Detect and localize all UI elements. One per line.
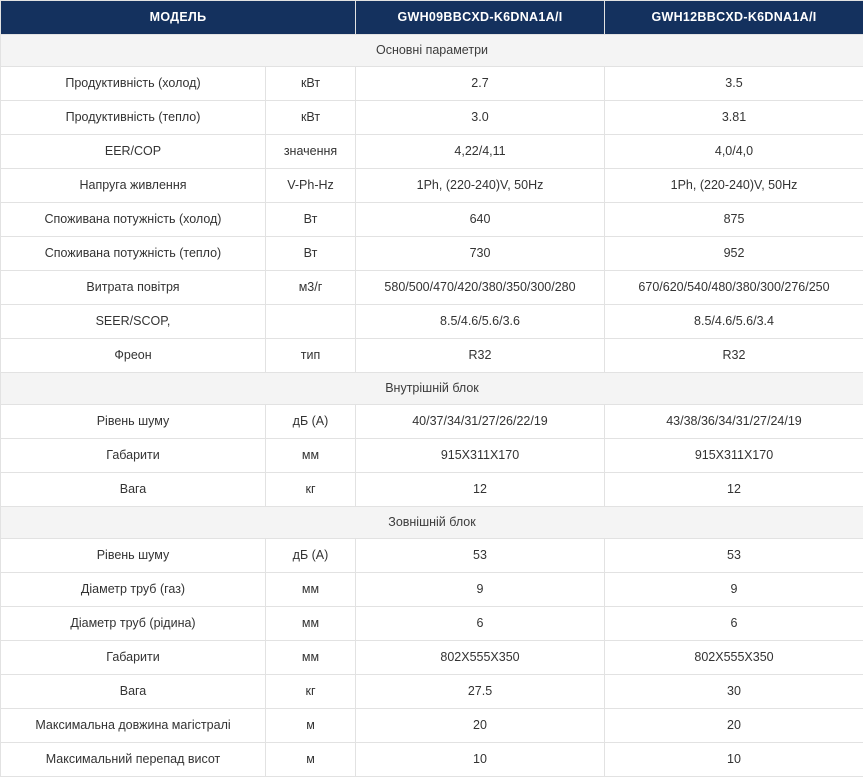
table-row: [1, 709, 863, 743]
row-unit: кг: [266, 473, 356, 507]
row-value-model-2: 30: [605, 675, 863, 709]
row-value-model-1: R32: [356, 339, 605, 373]
row-parameter-name: Продуктивність (тепло): [1, 101, 266, 135]
table-row: [1, 135, 863, 169]
row-unit: Вт: [266, 203, 356, 237]
row-unit: значення: [266, 135, 356, 169]
row-parameter-name: Фреон: [1, 339, 266, 373]
section-label: Внутрішній блок: [1, 373, 863, 405]
row-unit: дБ (А): [266, 539, 356, 573]
row-parameter-name: Вага: [1, 675, 266, 709]
column-header-model-2: GWH12BBCXD-K6DNA1A/I: [605, 1, 863, 35]
table-row: [1, 203, 863, 237]
row-parameter-name: Напруга живлення: [1, 169, 266, 203]
row-value-model-2: 1Ph, (220-240)V, 50Hz: [605, 169, 863, 203]
table-section-row: [1, 507, 863, 539]
row-value-model-2: 3.5: [605, 67, 863, 101]
row-value-model-1: 580/500/470/420/380/350/300/280: [356, 271, 605, 305]
row-unit: V-Ph-Hz: [266, 169, 356, 203]
row-value-model-2: 875: [605, 203, 863, 237]
row-value-model-1: 640: [356, 203, 605, 237]
row-parameter-name: Діаметр труб (рідина): [1, 607, 266, 641]
row-value-model-1: 8.5/4.6/5.6/3.6: [356, 305, 605, 339]
row-value-model-1: 4,22/4,11: [356, 135, 605, 169]
table-row: [1, 339, 863, 373]
row-value-model-2: R32: [605, 339, 863, 373]
column-header-model-1: GWH09BBCXD-K6DNA1A/I: [356, 1, 605, 35]
table-row: [1, 67, 863, 101]
row-value-model-2: 4,0/4,0: [605, 135, 863, 169]
table-row: [1, 305, 863, 339]
table-row: [1, 271, 863, 305]
row-unit: м: [266, 743, 356, 777]
row-unit: [266, 305, 356, 339]
table-header-row: [1, 1, 863, 35]
row-unit: мм: [266, 607, 356, 641]
section-label: Основні параметри: [1, 35, 863, 67]
row-unit: мм: [266, 439, 356, 473]
row-unit: кВт: [266, 67, 356, 101]
row-parameter-name: Споживана потужність (тепло): [1, 237, 266, 271]
row-value-model-1: 802X555X350: [356, 641, 605, 675]
table-body: [1, 35, 863, 777]
row-parameter-name: Споживана потужність (холод): [1, 203, 266, 237]
row-value-model-2: 915X311X170: [605, 439, 863, 473]
table-row: [1, 439, 863, 473]
row-value-model-1: 27.5: [356, 675, 605, 709]
row-parameter-name: Вага: [1, 473, 266, 507]
row-value-model-1: 915X311X170: [356, 439, 605, 473]
row-value-model-1: 3.0: [356, 101, 605, 135]
row-parameter-name: Рівень шуму: [1, 539, 266, 573]
row-unit: дБ (А): [266, 405, 356, 439]
row-value-model-1: 9: [356, 573, 605, 607]
row-parameter-name: SEER/SCOP,: [1, 305, 266, 339]
row-value-model-2: 6: [605, 607, 863, 641]
row-value-model-1: 2.7: [356, 67, 605, 101]
row-value-model-1: 10: [356, 743, 605, 777]
table-row: [1, 743, 863, 777]
row-parameter-name: Габарити: [1, 641, 266, 675]
row-value-model-1: 6: [356, 607, 605, 641]
row-unit: м: [266, 709, 356, 743]
table-row: [1, 573, 863, 607]
row-parameter-name: Діаметр труб (газ): [1, 573, 266, 607]
column-header-model: МОДЕЛЬ: [1, 1, 356, 35]
row-parameter-name: Рівень шуму: [1, 405, 266, 439]
row-parameter-name: Максимальний перепад висот: [1, 743, 266, 777]
row-parameter-name: Продуктивність (холод): [1, 67, 266, 101]
row-unit: Вт: [266, 237, 356, 271]
row-value-model-1: 730: [356, 237, 605, 271]
table-row: [1, 169, 863, 203]
table-row: [1, 473, 863, 507]
row-value-model-2: 802X555X350: [605, 641, 863, 675]
row-value-model-2: 10: [605, 743, 863, 777]
row-value-model-2: 53: [605, 539, 863, 573]
row-value-model-2: 9: [605, 573, 863, 607]
row-value-model-1: 53: [356, 539, 605, 573]
row-value-model-1: 12: [356, 473, 605, 507]
table-section-row: [1, 373, 863, 405]
row-unit: кг: [266, 675, 356, 709]
table-header: [1, 1, 863, 35]
table-row: [1, 641, 863, 675]
table-row: [1, 405, 863, 439]
row-parameter-name: EER/COP: [1, 135, 266, 169]
row-value-model-2: 12: [605, 473, 863, 507]
row-unit: м3/г: [266, 271, 356, 305]
table-row: [1, 675, 863, 709]
row-value-model-2: 8.5/4.6/5.6/3.4: [605, 305, 863, 339]
row-value-model-2: 3.81: [605, 101, 863, 135]
row-value-model-1: 1Ph, (220-240)V, 50Hz: [356, 169, 605, 203]
row-value-model-1: 20: [356, 709, 605, 743]
section-label: Зовнішній блок: [1, 507, 863, 539]
row-value-model-2: 43/38/36/34/31/27/24/19: [605, 405, 863, 439]
row-unit: кВт: [266, 101, 356, 135]
table-row: [1, 539, 863, 573]
row-value-model-2: 20: [605, 709, 863, 743]
row-unit: мм: [266, 573, 356, 607]
table-row: [1, 101, 863, 135]
row-parameter-name: Максимальна довжина магістралі: [1, 709, 266, 743]
row-value-model-2: 670/620/540/480/380/300/276/250: [605, 271, 863, 305]
table-section-row: [1, 35, 863, 67]
row-value-model-2: 952: [605, 237, 863, 271]
table-row: [1, 607, 863, 641]
row-unit: тип: [266, 339, 356, 373]
row-value-model-1: 40/37/34/31/27/26/22/19: [356, 405, 605, 439]
row-unit: мм: [266, 641, 356, 675]
row-parameter-name: Витрата повітря: [1, 271, 266, 305]
table-row: [1, 237, 863, 271]
row-parameter-name: Габарити: [1, 439, 266, 473]
